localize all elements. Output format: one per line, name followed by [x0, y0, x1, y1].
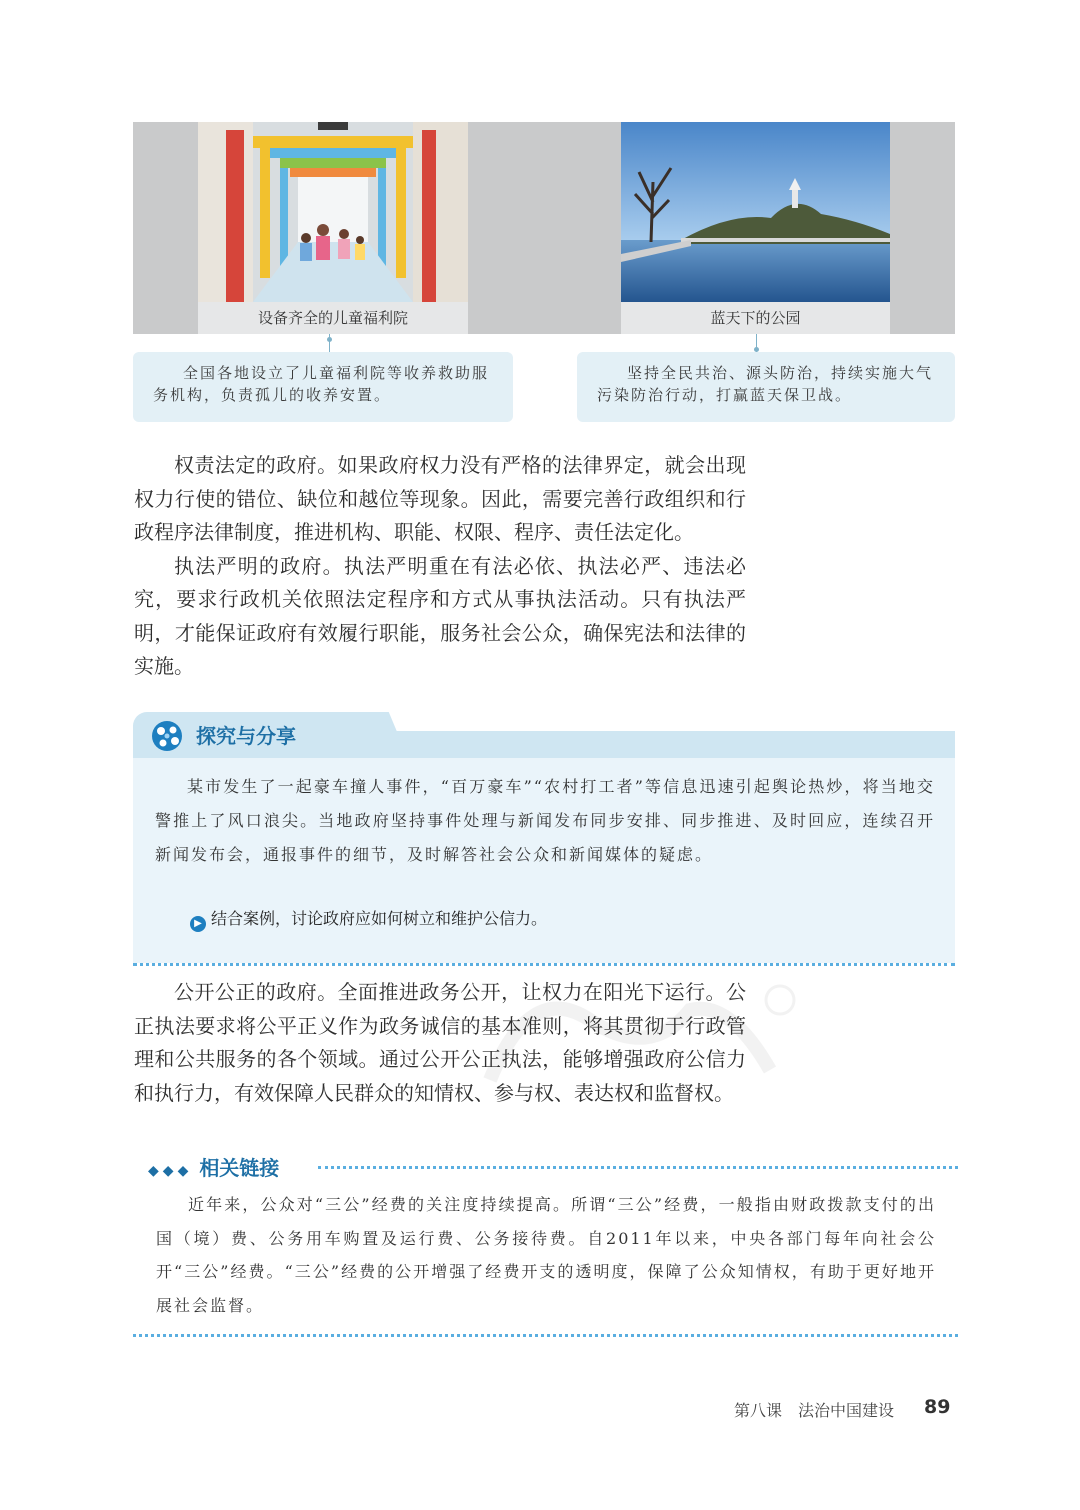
- diamond-icon: ◆: [148, 1163, 159, 1179]
- explore-question: [190, 906, 547, 932]
- park-caption: 蓝天下的公园: [710, 309, 801, 327]
- photo-card-welfare-home: [198, 122, 468, 334]
- body-section-1: [134, 449, 746, 684]
- explore-question-text: 结合案例，讨论政府应如何树立和维护公信力。: [211, 909, 548, 928]
- related-link-title: 相关链接: [199, 1156, 280, 1180]
- diamond-icon: ◆: [162, 1163, 174, 1179]
- body-section-2: [134, 976, 746, 1110]
- paragraph-open-fair: 公开公正的政府。全面推进政务公开，让权力在阳光下运行。公正执法要求将公平正义作为政务诚信的基本准则，将其贯彻于行政管理和公共服务的各个领域。通过公开公正执法，能够增强政府公信力和执行力，有效保障人民群众的知情权、参与权、表达权和监督权。: [134, 980, 746, 1105]
- paragraph-powers-statutory: 权责法定的政府。如果政府权力没有严格的法律界定，就会出现权力行使的错位、缺位和越位等现象。因此，需要完善行政组织和行政程序法律制度，推进机构、职能、权限、程序、责任法定化。: [134, 453, 746, 544]
- note-park-text: 坚持全民共治、源头防治，持续实施大气污染防治行动，打赢蓝天保卫战。: [597, 364, 934, 404]
- play-arrow-icon: ▶: [190, 916, 206, 932]
- welfare-home-image: [198, 122, 468, 302]
- explore-case-text: [155, 770, 935, 872]
- park-photo: [621, 122, 890, 302]
- park-image: [621, 122, 890, 302]
- explore-share-icon: [150, 719, 186, 753]
- page-number: 89: [924, 1396, 951, 1418]
- note-welfare-home-text: 全国各地设立了儿童福利院等收养救助服务机构，负责孤儿的收养安置。: [153, 364, 490, 404]
- explore-case-paragraph: 某市发生了一起豪车撞人事件，“百万豪车”“农村打工者”等信息迅速引起舆论热炒，将当地交警推上了风口浪尖。当地政府坚持事件处理与新闻发布同步安排、同步推进、及时回应，连续召开新闻发布会，通报事件的细节，及时解答社会公众和新闻媒体的疑虑。: [155, 777, 935, 864]
- footer-lesson-title: 第八课 法治中国建设: [734, 1401, 895, 1420]
- welfare-home-photo: [198, 122, 468, 302]
- welfare-home-caption: 设备齐全的儿童福利院: [257, 309, 408, 327]
- related-link-body: [156, 1188, 936, 1322]
- photo-card-park: [621, 122, 890, 334]
- related-link-bottom-divider: [133, 1334, 958, 1337]
- connector-dot-left: [327, 337, 332, 342]
- related-link-paragraph: 近年来，公众对“三公”经费的关注度持续提高。所谓“三公”经费，一般指由财政拨款支付的出国（境）费、公务用车购置及运行费、公务接待费。自2011年以来，中央各部门每年向社会公开“三公”经费。“三公”经费的公开增强了经费开支的透明度，保障了公众知情权，有助于更好地开展社会监督。: [156, 1195, 936, 1315]
- diamond-icon: ◆: [177, 1163, 189, 1179]
- related-link-header: [148, 1152, 279, 1181]
- explore-title: 探究与分享: [196, 724, 296, 748]
- paragraph-strict-enforcement: 执法严明的政府。执法严明重在有法必依、执法必严、违法必究，要求行政机关依照法定程序和方式从事执法活动。只有执法严明，才能保证政府有效履行职能，服务社会公众，确保宪法和法律的实施。: [134, 553, 746, 678]
- note-welfare-home: [133, 352, 513, 422]
- related-link-top-divider: [318, 1166, 958, 1169]
- note-park: [577, 352, 955, 422]
